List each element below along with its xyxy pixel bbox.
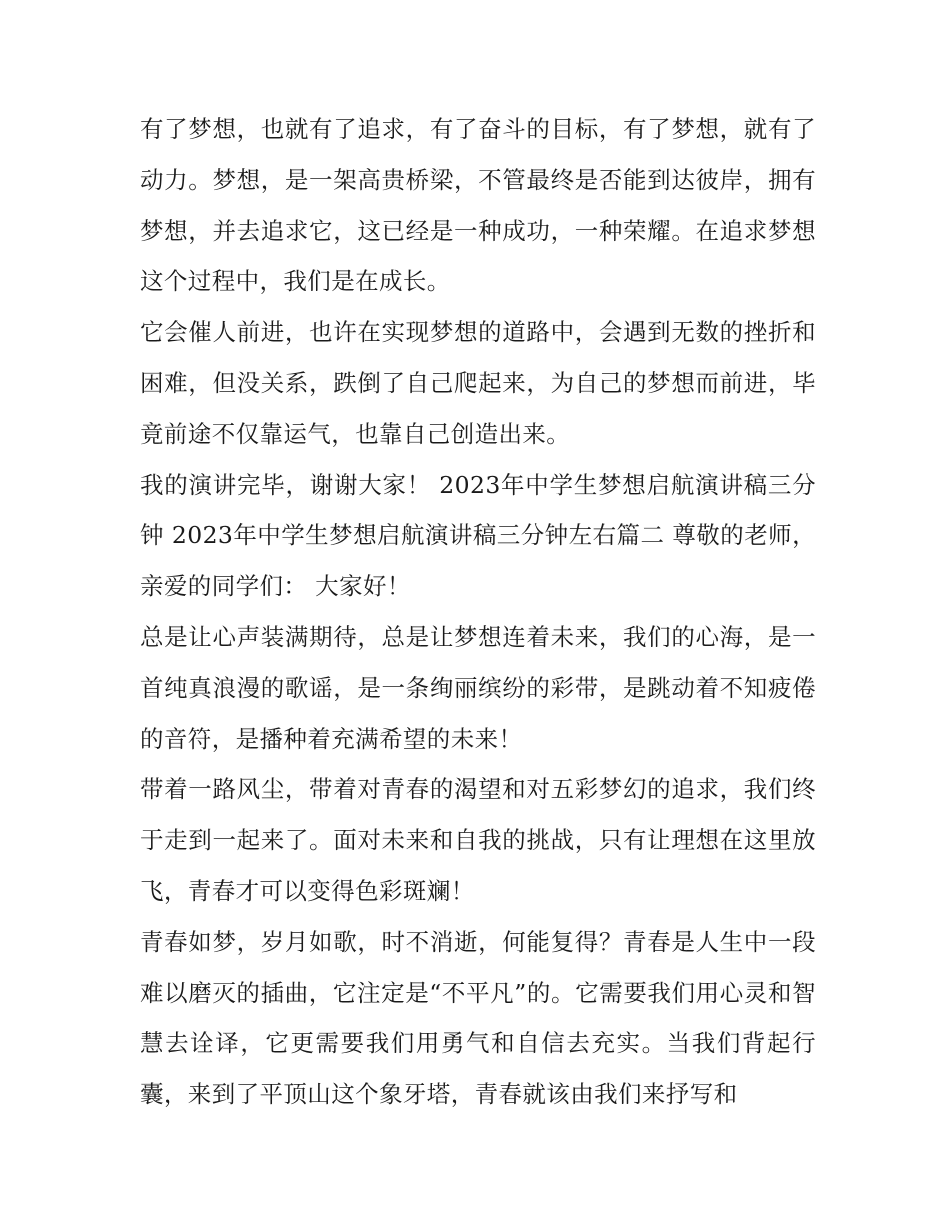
paragraph-3: 我的演讲完毕，谢谢大家！ 2023年中学生梦想启航演讲稿三分钟 2023年中学生梦想启航演讲稿三分钟左右篇二 尊敬的老师，亲爱的同学们： 大家好！ — [140, 470, 816, 601]
paragraph-6: 青春如梦，岁月如歌，时不消逝，何能复得？青春是人生中一段难以磨灭的插曲，它注定是“不平凡”的。它需要我们用心灵和智慧去诠译，它更需要我们用勇气和自信去充实。当我们背起行囊，来到了平顶山这个象牙塔，青春就该由我们来抒写和 — [140, 927, 816, 1109]
paragraph-2: 它会催人前进，也许在实现梦想的道路中，会遇到无数的挫折和困难，但没关系，跌倒了自己爬起来，为自己的梦想而前进，毕竟前途不仅靠运气，也靠自己创造出来。 — [140, 318, 816, 448]
document-body — [140, 104, 816, 1120]
paragraph-5: 带着一路风尘，带着对青春的渴望和对五彩梦幻的追求，我们终于走到一起来了。面对未来和自我的挑战，只有让理想在这里放飞，青春才可以变得色彩斑斓！ — [140, 775, 816, 905]
paragraph-1: 有了梦想，也就有了追求，有了奋斗的目标，有了梦想，就有了动力。梦想，是一架高贵桥梁，不管最终是否能到达彼岸，拥有梦想，并去追求它，这已经是一种成功，一种荣耀。在追求梦想这个过程中，我们是在成长。 — [140, 115, 816, 296]
paragraph-4: 总是让心声装满期待，总是让梦想连着未来，我们的心海，是一首纯真浪漫的歌谣，是一条绚丽缤纷的彩带，是跳动着不知疲倦的音符，是播种着充满希望的未来！ — [140, 622, 816, 753]
